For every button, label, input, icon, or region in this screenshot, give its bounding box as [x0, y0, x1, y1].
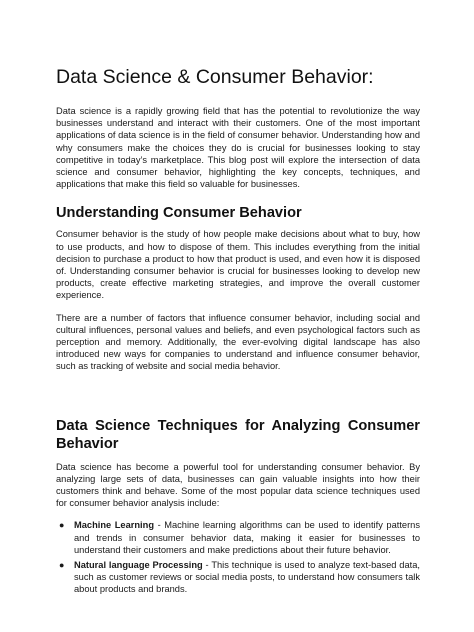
list-item-term: Natural language Processing — [74, 560, 203, 571]
bullet-icon: ● — [59, 560, 65, 571]
list-item-machine-learning — [59, 519, 420, 556]
section2-paragraph-1: Data science has become a powerful tool for understanding consumer behavior. By analyzing large sets of data, businesses can gain valuable insights into how their customers think and behave. Some of the most popular data science techniques used for consumer behavior analysis include: — [56, 461, 420, 509]
document-page — [56, 66, 420, 599]
document-title: Data Science & Consumer Behavior: — [56, 66, 374, 88]
list-item-text: - This technique is used to analyze text-based data, such as customer reviews or social media posts, to understand how consumers talk about products and brands. — [74, 560, 420, 595]
section1-paragraph-1: Consumer behavior is the study of how people make decisions about what to buy, how to use products, and how to dispose of them. This includes everything from the initial decision to purchase a product to how that product is used, and even how it is disposed of. Understanding consumer behavior is crucial for businesses looking to develop new products, create effective marketing strategies, and improve the overall customer experience. — [56, 229, 420, 301]
techniques-list — [56, 519, 420, 595]
bullet-icon: ● — [59, 520, 65, 531]
section-heading-data-science-techniques: Data Science Techniques for Analyzing Consumer Behavior — [56, 417, 420, 452]
list-item-term: Machine Learning — [74, 520, 155, 531]
intro-paragraph: Data science is a rapidly growing field that has the potential to revolutionize the way businesses understand and interact with their customers. One of the most important applications of data science is in the field of consumer behavior. Understanding how and why consumers make the choices they do is crucial for businesses looking to stay competitive in today’s marketplace. This blog post will explore the intersection of data science and consumer behavior, highlighting the key concepts, techniques, and applications that make this field so valuable for businesses. — [56, 106, 420, 190]
section-heading-understanding-consumer-behavior: Understanding Consumer Behavior — [56, 205, 302, 222]
list-item-text: - Machine learning algorithms can be used to identify patterns and trends in consumer behavior data, making it easier for businesses to understand their customers and make predictions about their future behavior. — [74, 520, 420, 555]
list-item-natural-language-processing — [59, 559, 420, 596]
section1-paragraph-2: There are a number of factors that influence consumer behavior, including social and cultural influences, personal values and beliefs, and even psychological factors such as perception and memory. Additionally, the ever-evolving digital landscape has also introduced new ways for companies to understand and influence consumer behavior, such as tracking of website and social media behavior. — [56, 312, 420, 372]
